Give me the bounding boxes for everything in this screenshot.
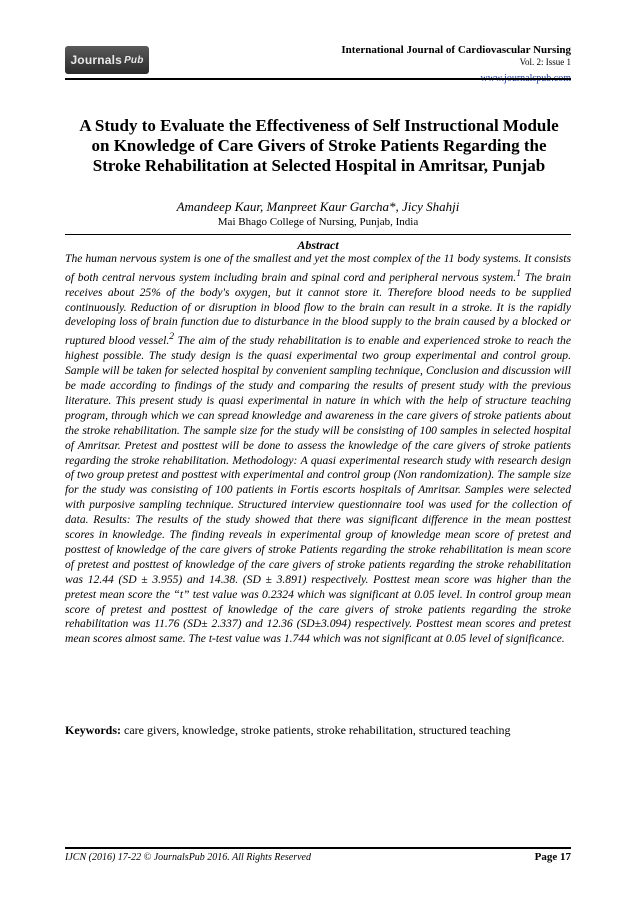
abstract-text (65, 252, 571, 647)
paper-title: A Study to Evaluate the Effectiveness of Self Instructional Module on Knowledge of Care Givers of Stroke Patients Regarding the Stroke Rehabilitation at Selected Hospital in Amritsar, Punjab (79, 116, 559, 175)
logo-sub-text: Pub (124, 54, 144, 66)
abstract-part-1: The human nervous system is one of the smallest and yet the most complex of the 11 body systems. It consists of both central nervous system including brain and spinal cord and peripheral nervous system. (65, 252, 571, 284)
journal-website-link[interactable]: www.journalspub.com (480, 73, 571, 84)
footer-divider (65, 847, 571, 849)
journal-name: International Journal of Cardiovascular Nursing (341, 44, 571, 56)
keywords-text: care givers, knowledge, stroke patients, stroke rehabilitation, structured teaching (121, 723, 511, 737)
page-number: Page 17 (534, 851, 571, 863)
volume-issue: Vol. 2: Issue 1 (519, 57, 571, 67)
abstract-part-2: The brain receives about 25% of the body's oxygen, but it cannot store it. Therefore blood needs to be supplied continuously. Reduction of or disruption in blood flow to the brain can result in a stroke. It is the rapidly developing loss of brain function due to disturbance in the blood supply to the brain caused by a blocked or ruptured blood vessel. (65, 270, 571, 348)
abstract-divider (65, 234, 571, 235)
author-affiliation: Mai Bhago College of Nursing, Punjab, India (217, 216, 419, 228)
reference-2: 2 (169, 331, 175, 343)
reference-1: 1 (516, 267, 521, 279)
paper-authors: Amandeep Kaur, Manpreet Kaur Garcha*, Jicy Shahji (176, 199, 460, 214)
abstract-heading: Abstract (297, 238, 339, 252)
keywords-label: Keywords: (65, 723, 121, 737)
keywords (65, 723, 571, 737)
logo-main-text: Journals (70, 53, 123, 67)
footer-citation: IJCN (2016) 17-22 © JournalsPub 2016. All Rights Reserved (65, 852, 311, 863)
header-divider (65, 78, 571, 80)
journalspub-logo (65, 46, 149, 74)
abstract-part-3: The aim of the study rehabilitation is to enable and experienced stroke to reach the highest possible. The study design is the quasi experimental two group experimental and control group. Sample will be taken for selected hospital by convenient sampling technique, Conclusion and discussion will be made according to findings of the study and comparing the results of present study with the previous literature. This present study is quasi experimental in nature in which with the help of structure teaching program, through which we can spread knowledge and awareness in the care givers of stroke patients about the stroke rehabilitation. The sample size for the study will be consisting of 100 samples in selected hospital of Amritsar. Pretest and posttest will be done to assess the knowledge of the care givers of stroke patients regarding the stroke rehabilitation. Methodology: A quasi experimental research study with research design of two group pretest and posttest with experimental and control group (Non randomization). The sample size for the study was consisting of 100 patients in Fortis escorts hospitals of Amritsar. Samples were selected with purposive sampling technique. Structured interview questionnaire tool was used for the collection of data. Results: The results of the study showed that there was significant difference in the mean posttest scores in knowledge. The finding reveals in experimental group of knowledge mean score of pretest and posttest of knowledge of the care givers of stroke Patients regarding the stroke rehabilitation is mean score of pretest and posttest of knowledge of the care givers of stroke patients regarding the stroke rehabilitation was 12.44 (SD ± 3.955) and 14.38. (SD ± 3.891) respectively. Posttest mean score was higher than the pretest mean score the “t” test value was 0.2324 which was significant at 0.05 level. In control group mean score of pretest and posttest of knowledge of the care givers of stroke patients regarding the stroke rehabilitation was 11.76 (SD± 2.337) and 12.36 (SD±3.094) respectively. Posttest mean scores and pretest mean scores almost same. The t-test value was 1.744 which was not significant at 0.05 level of significance. (65, 334, 571, 646)
